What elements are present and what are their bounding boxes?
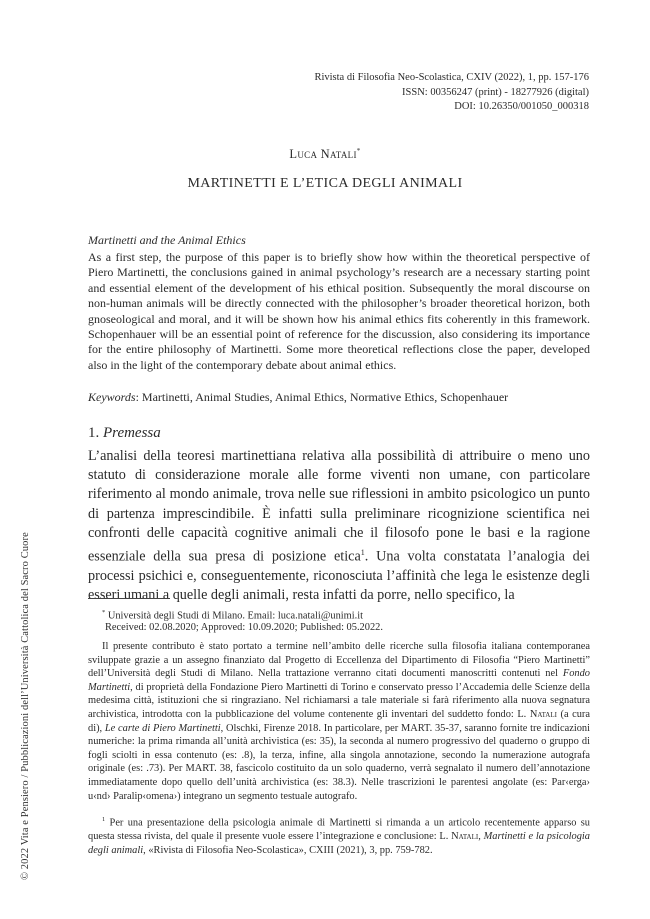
- keywords: [88, 390, 590, 405]
- journal-citation: Rivista di Filosofia Neo-Scolastica, CXIV (2022), 1, pp. 157-176: [314, 72, 589, 83]
- author-name: Luca Natali*: [289, 147, 361, 162]
- journal-doi: DOI: 10.26350/001050_000318: [454, 101, 589, 112]
- keywords-text: : Martinetti, Animal Studies, Animal Ethics, Normative Ethics, Schopenhauer: [135, 390, 509, 404]
- copyright-sidebar: © 2022 Vita e Pensiero / Pubblicazioni dell’Università Cattolica del Sacro Cuore: [20, 532, 31, 880]
- footnote-separator: [88, 598, 170, 599]
- footnote-acknowledgement: Il presente contributo è stato portato a termine nell’ambito delle ricerche sulla filosofia italiana contemporanea sviluppate grazie a un assegno finanziato dal Progetto di Eccellenza del Dipartimento di Filosofia “Piero Martinetti” dell’Università degli Studi di Milano. Nella trattazione verranno citati documenti manoscritti contenuti nel Fondo Martinetti, di proprietà della Fondazione Piero Martinetti di Torino e conservato presso l’Accademia delle Scienze della medesima città, istituzioni che si ringraziano. Nel richiamarsi a tale materiale si farà riferimento alla nuova segnatura archivistica, introdotta con la pubblicazione del volume contenente gli inventari del suddetto fondo: L. Natali (a cura di), Le carte di Piero Martinetti, Olschki, Firenze 2018. In particolare, per MART. 35-37, saranno fornite tre indicazioni numeriche: la prima rimanda all’unità archivistica (es: 35), la seconda al numero progressivo del quaderno o gruppo di fogli sciolti in essa contenuto (es: .8), la terza, infine, alla singola annotazione, secondo la numerazione autografa originale (es: .73). Per MART. 38, fascicolo costituito da un solo quaderno, verrà segnalato il numero dell’annotazione immediatamente dopo quello dell’unità archivistica (es: 38.3). Nelle trascrizioni le parentesi angolate (es: Par‹erga› u‹nd› Paralip‹omena›) integrano un segmento testuale autografo.: [88, 641, 590, 802]
- keywords-label: Keywords: [88, 390, 136, 404]
- journal-issn: ISSN: 00356247 (print) - 18277926 (digital): [402, 86, 589, 98]
- journal-header: [314, 71, 589, 115]
- footnote-dates: Received: 02.08.2020; Approved: 10.09.2020; Published: 05.2022.: [105, 622, 383, 633]
- abstract: As a first step, the purpose of this paper is to briefly show how within the theoretical perspective of Piero Martinetti, the conclusions gained in animal psychology’s research are a necessary starting point and essential element of the development of his ethical position. Subsequently the moral discourse on non-human animals will be directly connected with the philosopher’s broader theoretical horizon, both gnoseological and moral, and it will be shown how his animal ethics fits coherently in this framework. Schopenhauer will be an essential point of reference for the discussion, also considering its importance for the entire philosophy of Martinetti. Some more theoretical reflections close the paper, developed also in the light of the contemporary debate about animal ethics.: [88, 250, 590, 372]
- footnote-affiliation: * Università degli Studi di Milano. Email: luca.natali@unimi.it: [102, 609, 364, 622]
- section-heading: 1. Premessa: [88, 425, 161, 441]
- footnote-1: $^1$ Per una presentazione della psicologia animale di Martinetti si rimanda a un articolo recentemente apparso su questa stessa rivista, del quale il presente vuole essere l’integrazione e conclusione: L. Natali, Martinetti e la psicologia degli animali, «Rivista di Filosofia Neo-Scolastica», CXIII (2021), 3, pp. 759-782.: [88, 816, 590, 856]
- footnote-ref: 1: [360, 548, 365, 558]
- article-title: MARTINETTI E L’ETICA DEGLI ANIMALI: [187, 176, 463, 191]
- english-title: Martinetti and the Animal Ethics: [88, 233, 246, 247]
- author-footnote-mark: *: [356, 147, 361, 155]
- body-text: L’analisi della teoresi martinettiana relativa alla possibilità di attribuire o meno uno statuto di considerazione morale alle forme viventi non umane, con particolare riferimento al mondo animale, trova nelle sue riflessioni in ambito psicologico un punto di partenza imprescindibile. È infatti sulla preliminare ricognizione scientifica nei confronti delle capacità cognitive animali che il filosofo pone le basi e la ragione essenziale della sua presa di posizione etica$^1$. Una volta constatata l’analogia dei processi psichici e, conseguentemente, riconosciuta l’affinità che lega le esistenze degli esseri umani a quelle degli animali, resta infatti da porre, nello specifico, la: [88, 448, 590, 604]
